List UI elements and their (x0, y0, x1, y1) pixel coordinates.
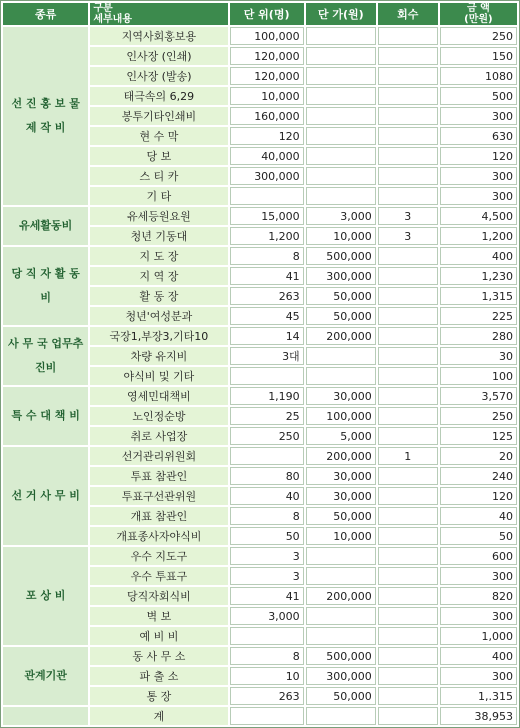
header-detail (90, 3, 227, 25)
amount-cell: 4,500 (440, 207, 517, 225)
count-cell (378, 367, 438, 385)
unit-cell: 8 (230, 647, 304, 665)
count-cell (378, 507, 438, 525)
unit-cell: 3대 (230, 347, 304, 365)
amount-cell: 30 (440, 347, 517, 365)
unit-cell: 25 (230, 407, 304, 425)
unit-cell (230, 367, 304, 385)
amount-cell: 100 (440, 367, 517, 385)
total-empty-cell (230, 707, 304, 725)
price-cell (306, 167, 376, 185)
amount-cell: 1080 (440, 67, 517, 85)
count-cell (378, 127, 438, 145)
item-cell: 야식비 및 기타 (90, 367, 227, 385)
unit-cell: 160,000 (230, 107, 304, 125)
total-row (3, 707, 517, 725)
table-row (3, 27, 517, 45)
table-row (3, 447, 517, 465)
header-detail-line1: 구분 (93, 3, 113, 14)
category-cell: 선 진 홍 보 물 제 작 비 (3, 27, 88, 205)
price-cell: 30,000 (306, 487, 376, 505)
count-cell (378, 67, 438, 85)
count-cell (378, 47, 438, 65)
total-label: 계 (90, 707, 227, 725)
amount-cell: 150 (440, 47, 517, 65)
item-cell: 지역사회홍보용 (90, 27, 227, 45)
amount-cell: 20 (440, 447, 517, 465)
unit-cell: 1,190 (230, 387, 304, 405)
amount-cell: 250 (440, 27, 517, 45)
item-cell: 영세민대책비 (90, 387, 227, 405)
item-cell: 청년'여성분과 (90, 307, 227, 325)
table-row (3, 247, 517, 265)
item-cell: 당직자회식비 (90, 587, 227, 605)
unit-cell: 100,000 (230, 27, 304, 45)
amount-cell: 1,.315 (440, 687, 517, 705)
price-cell: 100,000 (306, 407, 376, 425)
unit-cell: 120,000 (230, 47, 304, 65)
item-cell: 기 타 (90, 187, 227, 205)
unit-cell (230, 627, 304, 645)
item-cell: 선거관리위원회 (90, 447, 227, 465)
count-cell: 1 (378, 447, 438, 465)
unit-cell (230, 187, 304, 205)
unit-cell: 263 (230, 687, 304, 705)
count-cell (378, 427, 438, 445)
item-cell: 개표 참관인 (90, 507, 227, 525)
amount-cell: 1,230 (440, 267, 517, 285)
count-cell (378, 187, 438, 205)
amount-cell: 300 (440, 567, 517, 585)
table-row (3, 647, 517, 665)
header-detail-line2: 세부내용 (93, 14, 132, 25)
price-cell: 300,000 (306, 667, 376, 685)
item-cell: 노인정순방 (90, 407, 227, 425)
category-cell: 당 직 자 활 동 비 (3, 247, 88, 325)
unit-cell: 80 (230, 467, 304, 485)
unit-cell: 3,000 (230, 607, 304, 625)
category-cell: 유세활동비 (3, 207, 88, 245)
count-cell (378, 567, 438, 585)
price-cell (306, 67, 376, 85)
amount-cell: 120 (440, 147, 517, 165)
count-cell (378, 347, 438, 365)
table-row (3, 387, 517, 405)
item-cell: 예 비 비 (90, 627, 227, 645)
amount-cell: 300 (440, 607, 517, 625)
item-cell: 태극속의 6,29 (90, 87, 227, 105)
amount-cell: 400 (440, 247, 517, 265)
total-empty-cell (378, 707, 438, 725)
count-cell (378, 87, 438, 105)
header-category: 종류 (3, 3, 88, 25)
amount-cell: 300 (440, 167, 517, 185)
price-cell (306, 147, 376, 165)
price-cell: 50,000 (306, 307, 376, 325)
item-cell: 투표 참관인 (90, 467, 227, 485)
count-cell (378, 687, 438, 705)
category-cell: 포 상 비 (3, 547, 88, 645)
price-cell: 200,000 (306, 327, 376, 345)
price-cell (306, 47, 376, 65)
item-cell: 유세등원요원 (90, 207, 227, 225)
amount-cell: 40 (440, 507, 517, 525)
unit-cell: 8 (230, 247, 304, 265)
amount-cell: 50 (440, 527, 517, 545)
price-cell (306, 367, 376, 385)
unit-cell: 41 (230, 587, 304, 605)
unit-cell: 120 (230, 127, 304, 145)
price-cell: 50,000 (306, 507, 376, 525)
table-body (3, 27, 517, 725)
amount-cell: 280 (440, 327, 517, 345)
count-cell (378, 287, 438, 305)
price-cell (306, 347, 376, 365)
category-cell: 사 무 국 업무추진비 (3, 327, 88, 385)
count-cell (378, 147, 438, 165)
header-row (3, 3, 517, 25)
price-cell (306, 127, 376, 145)
item-cell: 취로 사업장 (90, 427, 227, 445)
unit-cell: 14 (230, 327, 304, 345)
unit-cell: 8 (230, 507, 304, 525)
unit-cell: 15,000 (230, 207, 304, 225)
unit-cell: 250 (230, 427, 304, 445)
amount-cell: 1,200 (440, 227, 517, 245)
unit-cell: 3 (230, 567, 304, 585)
total-category-cell (3, 707, 88, 725)
price-cell: 30,000 (306, 387, 376, 405)
unit-cell: 41 (230, 267, 304, 285)
count-cell: 3 (378, 227, 438, 245)
category-cell: 선 거 사 무 비 (3, 447, 88, 545)
price-cell (306, 627, 376, 645)
item-cell: 국장1,부장3,기타10 (90, 327, 227, 345)
price-cell: 50,000 (306, 687, 376, 705)
header-amount-line2: (만원) (464, 14, 493, 25)
price-cell: 200,000 (306, 447, 376, 465)
count-cell (378, 167, 438, 185)
header-unit: 단 위(명) (230, 3, 304, 25)
item-cell: 개표종사자야식비 (90, 527, 227, 545)
header-amount (440, 3, 517, 25)
price-cell: 10,000 (306, 527, 376, 545)
table-row (3, 327, 517, 345)
item-cell: 현 수 막 (90, 127, 227, 145)
count-cell (378, 647, 438, 665)
count-cell (378, 27, 438, 45)
price-cell: 50,000 (306, 287, 376, 305)
price-cell: 200,000 (306, 587, 376, 605)
unit-cell: 40 (230, 487, 304, 505)
item-cell: 투표구선관위원 (90, 487, 227, 505)
unit-cell (230, 447, 304, 465)
item-cell: 인사장 (발송) (90, 67, 227, 85)
unit-cell: 300,000 (230, 167, 304, 185)
price-cell (306, 87, 376, 105)
price-cell: 500,000 (306, 647, 376, 665)
item-cell: 활 동 장 (90, 287, 227, 305)
item-cell: 우수 지도구 (90, 547, 227, 565)
amount-cell: 500 (440, 87, 517, 105)
item-cell: 지 도 장 (90, 247, 227, 265)
price-cell: 10,000 (306, 227, 376, 245)
count-cell (378, 587, 438, 605)
amount-cell: 225 (440, 307, 517, 325)
table-row (3, 547, 517, 565)
unit-cell: 3 (230, 547, 304, 565)
unit-cell: 50 (230, 527, 304, 545)
count-cell (378, 327, 438, 345)
price-cell (306, 27, 376, 45)
header-price: 단 가(원) (306, 3, 376, 25)
price-cell: 500,000 (306, 247, 376, 265)
amount-cell: 630 (440, 127, 517, 145)
amount-cell: 1,315 (440, 287, 517, 305)
item-cell: 파 출 소 (90, 667, 227, 685)
amount-cell: 300 (440, 667, 517, 685)
item-cell: 우수 투표구 (90, 567, 227, 585)
count-cell (378, 627, 438, 645)
item-cell: 차량 유지비 (90, 347, 227, 365)
amount-cell: 3,570 (440, 387, 517, 405)
price-cell: 30,000 (306, 467, 376, 485)
item-cell: 스 티 카 (90, 167, 227, 185)
category-cell: 관계기관 (3, 647, 88, 705)
table-row (3, 207, 517, 225)
price-cell (306, 547, 376, 565)
count-cell (378, 467, 438, 485)
unit-cell: 263 (230, 287, 304, 305)
item-cell: 지 역 장 (90, 267, 227, 285)
amount-cell: 1,000 (440, 627, 517, 645)
item-cell: 벽 보 (90, 607, 227, 625)
category-cell: 특 수 대 책 비 (3, 387, 88, 445)
unit-cell: 10 (230, 667, 304, 685)
amount-cell: 600 (440, 547, 517, 565)
amount-cell: 240 (440, 467, 517, 485)
amount-cell: 400 (440, 647, 517, 665)
amount-cell: 250 (440, 407, 517, 425)
total-empty-cell (306, 707, 376, 725)
count-cell (378, 107, 438, 125)
price-cell (306, 187, 376, 205)
count-cell (378, 247, 438, 265)
price-cell (306, 107, 376, 125)
header-count: 회수 (378, 3, 438, 25)
item-cell: 통 장 (90, 687, 227, 705)
header-amount-line1: 금 액 (466, 3, 490, 14)
price-cell (306, 607, 376, 625)
count-cell (378, 547, 438, 565)
count-cell (378, 307, 438, 325)
count-cell (378, 387, 438, 405)
amount-cell: 820 (440, 587, 517, 605)
item-cell: 동 사 무 소 (90, 647, 227, 665)
unit-cell: 45 (230, 307, 304, 325)
amount-cell: 125 (440, 427, 517, 445)
count-cell (378, 667, 438, 685)
count-cell (378, 267, 438, 285)
item-cell: 인사장 (인쇄) (90, 47, 227, 65)
count-cell (378, 407, 438, 425)
unit-cell: 40,000 (230, 147, 304, 165)
count-cell (378, 527, 438, 545)
count-cell (378, 487, 438, 505)
unit-cell: 1,200 (230, 227, 304, 245)
price-cell: 300,000 (306, 267, 376, 285)
item-cell: 봉투기타인쇄비 (90, 107, 227, 125)
amount-cell: 300 (440, 187, 517, 205)
price-cell: 3,000 (306, 207, 376, 225)
unit-cell: 120,000 (230, 67, 304, 85)
count-cell: 3 (378, 207, 438, 225)
amount-cell: 120 (440, 487, 517, 505)
item-cell: 청년 기동대 (90, 227, 227, 245)
amount-cell: 300 (440, 107, 517, 125)
price-cell (306, 567, 376, 585)
price-cell: 5,000 (306, 427, 376, 445)
unit-cell: 10,000 (230, 87, 304, 105)
count-cell (378, 607, 438, 625)
total-amount: 38,953 (440, 707, 517, 725)
item-cell: 당 보 (90, 147, 227, 165)
